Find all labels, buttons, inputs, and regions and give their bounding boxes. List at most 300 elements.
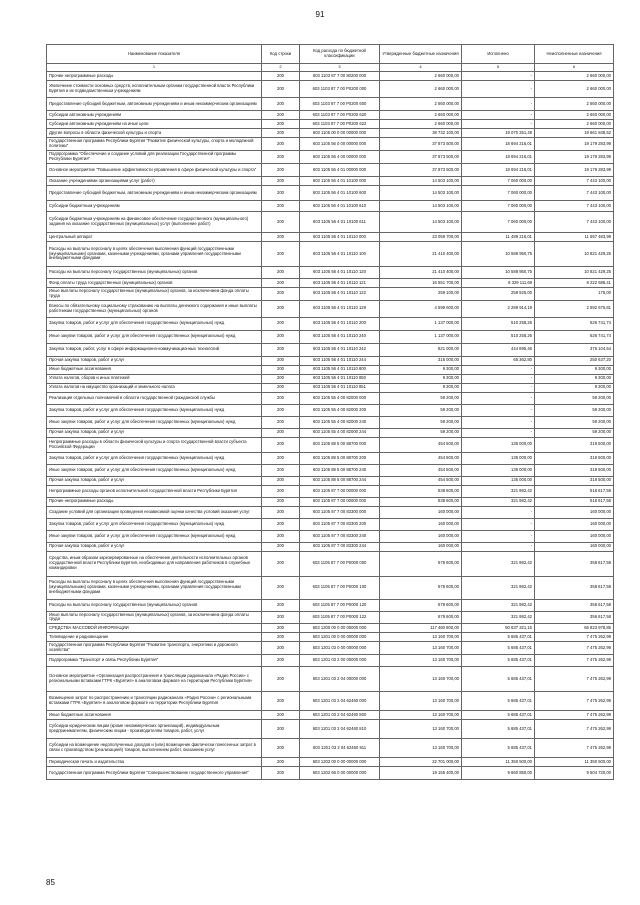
row-done: 7 060 000,00 xyxy=(462,177,535,186)
row-kbk: 603 1105 56 4 00 00000 000 xyxy=(300,151,380,164)
row-done: - xyxy=(462,428,535,437)
row-code: 200 xyxy=(262,757,300,766)
table-row xyxy=(47,691,614,710)
row-plan: 678 600,00 xyxy=(380,599,462,611)
row-code: 200 xyxy=(262,611,300,624)
row-plan: 14 503 100,00 xyxy=(380,186,462,201)
row-kbk: 603 1105 56 0 00 00000 000 xyxy=(300,138,380,151)
row-rest: 7 443 100,00 xyxy=(535,177,614,186)
row-name: Взносы по обязательному социальному страхованию на выплаты денежного содержания и иные выплаты работникам государственных (муниципальных) органов xyxy=(47,300,262,317)
row-kbk: 603 1200 00 0 00 00000 000 xyxy=(300,624,380,633)
row-plan: 160 000,00 xyxy=(380,530,462,542)
row-kbk: 603 1103 87 7 00 80200 000 xyxy=(300,72,380,81)
table-row xyxy=(47,485,614,497)
row-rest: 66 823 978,85 xyxy=(535,624,614,633)
row-done: 321 982,42 xyxy=(462,599,535,611)
row-code: 200 xyxy=(262,464,300,476)
row-plan: 37 873 500,00 xyxy=(380,164,462,177)
row-kbk: 603 1201 03 2 00 00000 000 xyxy=(300,654,380,666)
row-done: - xyxy=(462,72,535,81)
row-done: - xyxy=(462,98,535,111)
table-row xyxy=(47,654,614,666)
row-name: Иные закупки товаров, работ и услуг для обеспечения государственных (муниципальных) нужд xyxy=(47,530,262,542)
row-rest: 9 300,00 xyxy=(535,374,614,383)
row-done: 5 685 437,01 xyxy=(462,654,535,666)
row-code: 200 xyxy=(262,365,300,374)
row-rest: 7 475 262,99 xyxy=(535,633,614,642)
row-kbk: 603 1105 87 7 00 Р0000 120 xyxy=(300,599,380,611)
table-row xyxy=(47,164,614,177)
row-rest: 7 475 262,99 xyxy=(535,710,614,719)
row-name: Расходы на выплаты персоналу в целях обеспечения выполнения функций государственными (муниципальными) органами, казенными учреждениями, органами управления государственными внебюджетными фондами xyxy=(47,576,262,599)
row-name: Субсидии автономным учреждениям xyxy=(47,111,262,120)
table-row xyxy=(47,72,614,81)
row-rest: 356 617,58 xyxy=(535,611,614,624)
row-kbk: 603 1105 56 4 01 10110 122 xyxy=(300,288,380,301)
row-code: 200 xyxy=(262,576,300,599)
row-rest: 2 660 000,00 xyxy=(535,111,614,120)
column-index: 4 xyxy=(380,64,462,72)
row-kbk: 603 1201 03 0 00 00000 000 xyxy=(300,642,380,655)
row-kbk: 603 1201 03 2 04 62460 800 xyxy=(300,710,380,719)
row-done: - xyxy=(462,506,535,518)
table-row xyxy=(47,242,614,267)
row-plan: 2 660 000,00 xyxy=(380,111,462,120)
row-rest: 19 661 848,52 xyxy=(535,129,614,138)
row-kbk: 603 1105 56 4 01 10110 121 xyxy=(300,279,380,288)
row-name: Государственная программа Республики Бурятия "Развитие физической культуры, спорта и молодежной политики" xyxy=(47,138,262,151)
row-done: 5 685 437,01 xyxy=(462,738,535,757)
row-name: Основное мероприятие "Повышение эффективности управления в сфере физической культуры и спорта" xyxy=(47,164,262,177)
row-done: 11 489 216,01 xyxy=(462,233,535,242)
row-name: Иные выплаты персоналу государственных (муниципальных) органов, за исключением фонда оплаты труда xyxy=(47,611,262,624)
row-name: Центральный аппарат xyxy=(47,233,262,242)
row-plan: 21 410 400,00 xyxy=(380,242,462,267)
row-kbk: 603 1105 56 4 01 10110 200 xyxy=(300,317,380,330)
row-kbk: 603 1105 87 7 00 Р0000 122 xyxy=(300,611,380,624)
row-kbk: 603 1105 87 7 00 00000 000 xyxy=(300,497,380,506)
row-kbk: 603 1201 03 2 04 00000 000 xyxy=(300,666,380,691)
row-rest: 516 617,58 xyxy=(535,497,614,506)
row-rest: 175,00 xyxy=(535,288,614,301)
row-name: Государственная программа Республики Бурятия "Развитие транспорта, энергетики и дорожного хозяйства" xyxy=(47,642,262,655)
row-done: 10 588 950,75 xyxy=(462,242,535,267)
row-code: 200 xyxy=(262,317,300,330)
row-done: 135 000,00 xyxy=(462,476,535,485)
row-name: Закупка товаров, работ и услуг для обеспечения государственных (муниципальных) нужд xyxy=(47,317,262,330)
row-kbk: 603 1105 56 4 01 10100 610 xyxy=(300,201,380,212)
row-code: 200 xyxy=(262,452,300,464)
row-kbk: 603 1202 66 0 00 00000 000 xyxy=(300,766,380,779)
row-code: 200 xyxy=(262,242,300,267)
row-plan: 59 200,00 xyxy=(380,404,462,416)
row-rest: 7 475 262,99 xyxy=(535,666,614,691)
table-row xyxy=(47,542,614,551)
row-kbk: 603 1103 87 7 00 Р0200 600 xyxy=(300,98,380,111)
row-name: Прочие непрограммные расходы xyxy=(47,497,262,506)
table-row xyxy=(47,374,614,383)
row-name: Создание условий для организации проведения независимой оценки качества условий оказания услуг xyxy=(47,506,262,518)
table-row xyxy=(47,719,614,738)
row-rest: 626 741,74 xyxy=(535,330,614,343)
row-rest: 11 350 500,00 xyxy=(535,757,614,766)
row-code: 200 xyxy=(262,551,300,576)
row-plan: 454 500,00 xyxy=(380,437,462,452)
row-name: Основное мероприятие «Организация распространения и трансляции радиоканала «Радио России» с региональными вставками ГТРК «Бурятия» в аналоговом формате на территории Республики Бурятия» xyxy=(47,666,262,691)
row-done: 10 588 950,75 xyxy=(462,267,535,279)
row-name: Телевидение и радиовещание xyxy=(47,633,262,642)
row-rest: 319 500,00 xyxy=(535,437,614,452)
table-row xyxy=(47,111,614,120)
row-done: 9 660 850,00 xyxy=(462,766,535,779)
row-done: 11 350 500,00 xyxy=(462,757,535,766)
row-kbk: 603 1105 56 4 01 10110 800 xyxy=(300,365,380,374)
table-row xyxy=(47,151,614,164)
row-kbk: 603 1202 00 0 00 00000 000 xyxy=(300,757,380,766)
row-kbk: 603 1105 56 4 01 10110 100 xyxy=(300,242,380,267)
row-name: Закупка товаров, работ и услуг для обеспечения государственных (муниципальных) нужд xyxy=(47,404,262,416)
row-done: - xyxy=(462,383,535,392)
row-rest: 2 660 000,00 xyxy=(535,72,614,81)
row-code: 200 xyxy=(262,129,300,138)
row-rest: 9 504 720,00 xyxy=(535,766,614,779)
row-plan: 838 600,00 xyxy=(380,497,462,506)
row-kbk: 603 1103 87 7 00 Р0200 620 xyxy=(300,111,380,120)
table-row xyxy=(47,267,614,279)
table-row xyxy=(47,404,614,416)
table-row xyxy=(47,120,614,129)
row-plan: 160 000,00 xyxy=(380,518,462,530)
row-name: Периодическая печать и издательства xyxy=(47,757,262,766)
row-rest: 8 222 588,41 xyxy=(535,279,614,288)
row-rest: 160 000,00 xyxy=(535,542,614,551)
row-plan: 821 000,00 xyxy=(380,343,462,356)
column-index: 5 xyxy=(462,64,535,72)
table-row xyxy=(47,177,614,186)
row-code: 200 xyxy=(262,530,300,542)
row-name: Прочая закупка товаров, работ и услуг xyxy=(47,356,262,365)
row-plan: 316 000,00 xyxy=(380,356,462,365)
table-row xyxy=(47,738,614,757)
row-rest: 2 660 000,00 xyxy=(535,81,614,98)
table-row xyxy=(47,330,614,343)
row-kbk: 603 1105 56 4 01 10110 851 xyxy=(300,383,380,392)
row-kbk: 603 1201 03 2 04 62460 811 xyxy=(300,738,380,757)
row-done: - xyxy=(462,81,535,98)
row-rest: 2 660 000,00 xyxy=(535,98,614,111)
row-code: 200 xyxy=(262,383,300,392)
row-code: 200 xyxy=(262,177,300,186)
row-plan: 59 200,00 xyxy=(380,392,462,404)
row-name: Непрограммные расходы в области физической культуры и спорта государственной власти субъекта Российской Федерации xyxy=(47,437,262,452)
row-code: 200 xyxy=(262,81,300,98)
row-done: 510 258,26 xyxy=(462,330,535,343)
row-name: Возмещение затрат по распространению и трансляции радиоканала «Радио России» с региональными вставками ГТРК «Бурятия» в аналоговом формате на территории Республики Бурятия xyxy=(47,691,262,710)
row-done: 5 685 437,01 xyxy=(462,691,535,710)
row-done: 321 982,42 xyxy=(462,611,535,624)
row-kbk: 603 1201 03 2 04 62460 810 xyxy=(300,719,380,738)
row-name: Уплата налогов на имущество организаций и земельного налога xyxy=(47,383,262,392)
row-plan: 259 100,00 xyxy=(380,288,462,301)
row-rest: 250 637,20 xyxy=(535,356,614,365)
row-plan: 117 460 800,00 xyxy=(380,624,462,633)
row-kbk: 603 1105 87 7 00 83300 240 xyxy=(300,530,380,542)
row-rest: 7 443 100,00 xyxy=(535,201,614,212)
row-code: 200 xyxy=(262,288,300,301)
header-cell: Исполнено xyxy=(462,45,535,64)
row-done: 2 289 914,19 xyxy=(462,300,535,317)
row-rest: 59 200,00 xyxy=(535,392,614,404)
row-rest: 319 500,00 xyxy=(535,464,614,476)
row-name: Государственная программа Республики Бурятия "Совершенствование государственного управления" xyxy=(47,766,262,779)
row-plan: 13 160 700,00 xyxy=(380,719,462,738)
row-name: СРЕДСТВА МАССОВОЙ ИНФОРМАЦИИ xyxy=(47,624,262,633)
row-rest: 10 821 429,25 xyxy=(535,242,614,267)
row-kbk: 603 1105 56 4 01 10110 000 xyxy=(300,233,380,242)
row-done: - xyxy=(462,542,535,551)
row-rest: 7 443 100,00 xyxy=(535,212,614,233)
header-row xyxy=(47,45,614,64)
row-plan: 160 000,00 xyxy=(380,506,462,518)
column-index-row xyxy=(47,64,614,72)
row-done: 7 060 000,00 xyxy=(462,212,535,233)
row-done: 321 982,42 xyxy=(462,497,535,506)
row-kbk: 603 1105 56 4 01 10100 611 xyxy=(300,212,380,233)
row-done: - xyxy=(462,518,535,530)
table-row xyxy=(47,497,614,506)
row-plan: 454 500,00 xyxy=(380,464,462,476)
row-name: Субсидии бюджетным учреждениям на финансовое обеспечение государственного (муниципального) задания на оказание государственных (муниципальных) услуг (выполнение работ) xyxy=(47,212,262,233)
row-plan: 9 300,00 xyxy=(380,383,462,392)
table-row xyxy=(47,317,614,330)
table-row xyxy=(47,288,614,301)
row-name: Расходы на выплаты персоналу государственных (муниципальных) органов xyxy=(47,267,262,279)
row-code: 200 xyxy=(262,392,300,404)
header-cell: Код строки xyxy=(262,45,300,64)
header-cell: Наименование показателя xyxy=(47,45,262,64)
row-name: Субсидии бюджетным учреждениям xyxy=(47,201,262,212)
table-row xyxy=(47,392,614,404)
row-done: - xyxy=(462,404,535,416)
row-name: Закупка товаров, работ, услуг в сфере информационно-коммуникационных технологий xyxy=(47,343,262,356)
row-code: 200 xyxy=(262,374,300,383)
row-plan: 678 600,00 xyxy=(380,576,462,599)
row-name: Прочие непрограммные расходы xyxy=(47,72,262,81)
row-name: Подпрограмма "Транспорт и связь Республики Бурятия" xyxy=(47,654,262,666)
row-code: 200 xyxy=(262,497,300,506)
row-rest: 9 300,00 xyxy=(535,383,614,392)
row-kbk: 603 1105 87 7 00 83300 200 xyxy=(300,518,380,530)
row-kbk: 603 1105 87 7 00 00000 000 xyxy=(300,485,380,497)
row-code: 200 xyxy=(262,98,300,111)
row-plan: 1 137 000,00 xyxy=(380,330,462,343)
row-done: 5 685 437,01 xyxy=(462,633,535,642)
row-code: 200 xyxy=(262,416,300,428)
row-plan: 678 600,00 xyxy=(380,551,462,576)
row-done: 135 000,00 xyxy=(462,437,535,452)
row-code: 200 xyxy=(262,233,300,242)
row-rest: 356 617,58 xyxy=(535,551,614,576)
row-done: 321 982,42 xyxy=(462,551,535,576)
row-plan: 16 551 700,00 xyxy=(380,279,462,288)
row-code: 200 xyxy=(262,710,300,719)
table-row xyxy=(47,186,614,201)
row-code: 200 xyxy=(262,485,300,497)
row-name: Предоставление субсидий бюджетным, автономным учреждениям и иным некоммерческим организациям xyxy=(47,98,262,111)
table-row xyxy=(47,757,614,766)
row-name: Оказание учреждениями организациями услуг (работ) xyxy=(47,177,262,186)
row-kbk: 603 1105 56 4 01 10110 850 xyxy=(300,374,380,383)
row-done: 7 060 000,00 xyxy=(462,186,535,201)
table-row xyxy=(47,766,614,779)
page-number-bottom: 85 xyxy=(46,878,55,887)
row-plan: 14 503 100,00 xyxy=(380,177,462,186)
row-code: 200 xyxy=(262,72,300,81)
table-row xyxy=(47,201,614,212)
row-plan: 23 059 700,00 xyxy=(380,233,462,242)
row-kbk: 603 1105 87 7 00 83300 000 xyxy=(300,506,380,518)
row-done: 18 694 216,01 xyxy=(462,164,535,177)
table-row xyxy=(47,81,614,98)
table-row xyxy=(47,599,614,611)
row-plan: 2 660 000,00 xyxy=(380,72,462,81)
row-rest: 7 475 262,99 xyxy=(535,738,614,757)
table-row xyxy=(47,233,614,242)
row-code: 200 xyxy=(262,428,300,437)
row-plan: 454 500,00 xyxy=(380,476,462,485)
table-row xyxy=(47,476,614,485)
table-row xyxy=(47,518,614,530)
row-plan: 59 200,00 xyxy=(380,416,462,428)
row-rest: 7 443 100,00 xyxy=(535,186,614,201)
row-done: 18 694 216,01 xyxy=(462,151,535,164)
row-plan: 59 200,00 xyxy=(380,428,462,437)
row-code: 200 xyxy=(262,111,300,120)
row-rest: 7 475 262,99 xyxy=(535,691,614,710)
table-row xyxy=(47,365,614,374)
row-plan: 9 300,00 xyxy=(380,365,462,374)
column-index: 3 xyxy=(300,64,380,72)
table-row xyxy=(47,551,614,576)
row-name: Фонд оплаты труда государственных (муниципальных) органов xyxy=(47,279,262,288)
row-name: Закупка товаров, работ и услуг для обеспечения государственных (муниципальных) нужд xyxy=(47,518,262,530)
row-plan: 13 160 700,00 xyxy=(380,654,462,666)
row-plan: 9 300,00 xyxy=(380,374,462,383)
row-name: Иные бюджетные ассигнования xyxy=(47,365,262,374)
table-row xyxy=(47,576,614,599)
row-done: 5 685 437,01 xyxy=(462,710,535,719)
row-kbk: 603 1105 55 4 00 82000 200 xyxy=(300,404,380,416)
table-row xyxy=(47,611,614,624)
row-code: 200 xyxy=(262,642,300,655)
row-done: 7 060 000,00 xyxy=(462,201,535,212)
row-kbk: 603 1105 56 4 01 10110 244 xyxy=(300,356,380,365)
header-cell: Неисполненные назначения xyxy=(535,45,614,64)
row-code: 200 xyxy=(262,151,300,164)
header-cell: Утвержденные бюджетные назначения xyxy=(380,45,462,64)
budget-table xyxy=(46,44,614,780)
row-kbk: 603 1105 56 4 01 10110 242 xyxy=(300,343,380,356)
table-row xyxy=(47,383,614,392)
row-plan: 4 599 600,00 xyxy=(380,300,462,317)
row-rest: 7 475 262,99 xyxy=(535,654,614,666)
row-done: - xyxy=(462,416,535,428)
row-code: 200 xyxy=(262,506,300,518)
row-rest: 59 200,00 xyxy=(535,428,614,437)
row-rest: 9 300,00 xyxy=(535,365,614,374)
row-rest: 2 592 675,81 xyxy=(535,300,614,317)
row-kbk: 603 1105 88 5 00 88700 000 xyxy=(300,437,380,452)
row-rest: 356 617,58 xyxy=(535,576,614,599)
row-code: 200 xyxy=(262,518,300,530)
row-name: Прочая закупка товаров, работ и услуг xyxy=(47,542,262,551)
row-plan: 14 503 100,00 xyxy=(380,201,462,212)
table-row xyxy=(47,633,614,642)
table-row xyxy=(47,506,614,518)
row-done: 5 685 437,01 xyxy=(462,719,535,738)
row-code: 200 xyxy=(262,476,300,485)
row-plan: 2 660 000,00 xyxy=(380,120,462,129)
row-code: 200 xyxy=(262,719,300,738)
row-code: 200 xyxy=(262,212,300,233)
row-plan: 13 160 700,00 xyxy=(380,642,462,655)
row-name: Увеличение стоимости основных средств, исполнительным органам государственной власти Республики Бурятия и их подведомственным учреждениям xyxy=(47,81,262,98)
row-done: 5 685 437,01 xyxy=(462,642,535,655)
row-rest: 11 557 483,99 xyxy=(535,233,614,242)
row-plan: 13 160 700,00 xyxy=(380,691,462,710)
row-rest: 19 179 283,99 xyxy=(535,151,614,164)
table-row xyxy=(47,642,614,655)
row-code: 200 xyxy=(262,633,300,642)
row-code: 200 xyxy=(262,356,300,365)
row-name: Иные закупки товаров, работ и услуг для обеспечения государственных (муниципальных) нужд xyxy=(47,330,262,343)
row-code: 200 xyxy=(262,330,300,343)
page-number-top: 91 xyxy=(315,10,325,19)
row-rest: 59 200,00 xyxy=(535,404,614,416)
row-code: 200 xyxy=(262,120,300,129)
row-kbk: 603 1105 55 4 00 82000 000 xyxy=(300,392,380,404)
row-rest: 356 617,58 xyxy=(535,599,614,611)
row-done: - xyxy=(462,120,535,129)
row-rest: 160 000,00 xyxy=(535,518,614,530)
row-done: 321 982,42 xyxy=(462,485,535,497)
row-name: Прочая закупка товаров, работ и услуг xyxy=(47,476,262,485)
row-kbk: 603 1105 56 4 01 10110 240 xyxy=(300,330,380,343)
row-kbk: 603 1105 88 5 00 88700 244 xyxy=(300,476,380,485)
table-row xyxy=(47,98,614,111)
table-row xyxy=(47,343,614,356)
row-name: Иные выплаты персоналу государственных (муниципальных) органов, за исключением фонда оплаты труда xyxy=(47,288,262,301)
row-done: - xyxy=(462,392,535,404)
table-row xyxy=(47,212,614,233)
row-code: 200 xyxy=(262,201,300,212)
row-name: Непрограммные расходы органов исполнительной государственной власти Республики Бурятия xyxy=(47,485,262,497)
row-rest: 59 200,00 xyxy=(535,416,614,428)
row-rest: 2 660 000,00 xyxy=(535,120,614,129)
row-plan: 22 701 000,00 xyxy=(380,757,462,766)
row-rest: 19 179 283,99 xyxy=(535,164,614,177)
row-rest: 516 617,58 xyxy=(535,485,614,497)
row-kbk: 603 1105 00 0 00 00000 000 xyxy=(300,129,380,138)
row-plan: 838 600,00 xyxy=(380,485,462,497)
row-code: 200 xyxy=(262,437,300,452)
row-done: 135 000,00 xyxy=(462,452,535,464)
row-kbk: 603 1103 87 7 00 Р0200 000 xyxy=(300,81,380,98)
row-done: - xyxy=(462,530,535,542)
row-done: 258 925,00 xyxy=(462,288,535,301)
row-done: 321 982,42 xyxy=(462,576,535,599)
row-done: 510 258,26 xyxy=(462,317,535,330)
